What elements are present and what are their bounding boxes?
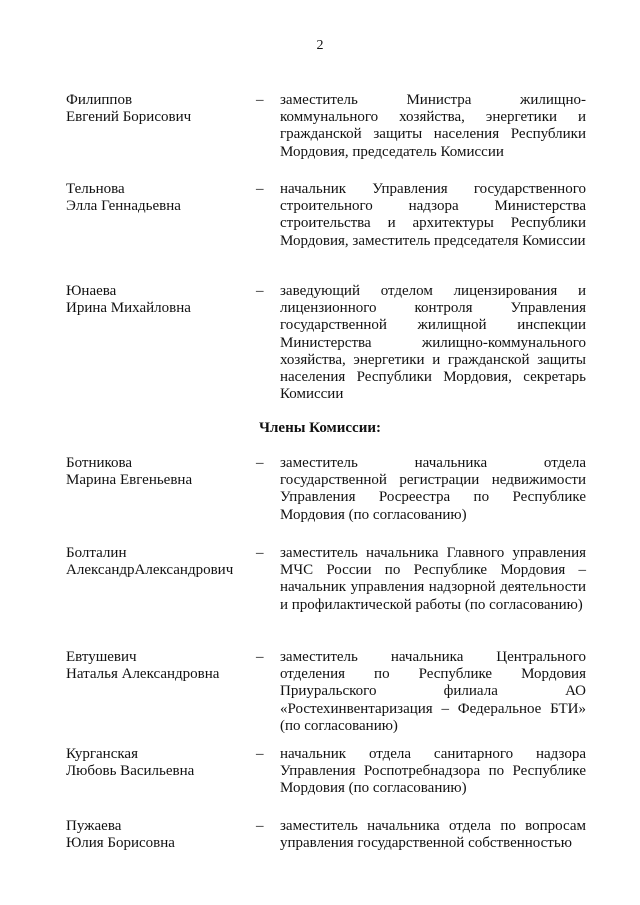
dash-separator: –	[256, 455, 264, 471]
person-role: заместитель начальника отдела по вопросам управления государственной собственностью	[280, 818, 586, 852]
person-given-names: Евгений Борисович	[66, 109, 192, 125]
person-surname: Юнаева	[66, 283, 117, 299]
person-name	[66, 455, 251, 489]
members-heading: Члены Комиссии:	[259, 420, 381, 436]
person-name	[66, 746, 251, 780]
page-number: 2	[316, 38, 324, 53]
person-role: заместитель начальника Центрального отделения по Республике Мордовия Приуральского филиала АО «Ростехинвентаризация – Федеральное БТИ» (по согласованию)	[280, 649, 586, 734]
dash-separator: –	[256, 649, 264, 665]
person-name	[66, 818, 251, 852]
person-name	[66, 283, 251, 317]
person-given-names: Любовь Васильевна	[66, 763, 195, 779]
person-role: заместитель Министра жилищно-коммунального хозяйства, энергетики и гражданской защиты населения Республики Мордовия, председатель Комиссии	[280, 92, 586, 160]
person-role: заведующий отделом лицензирования и лицензионного контроля Управления государственной жилищной инспекции Министерства жилищно-коммунального хозяйства, энергетики и гражданской защиты населения Республики Мордовия, секретарь Комиссии	[280, 283, 586, 403]
person-surname: Филиппов	[66, 92, 133, 108]
person-surname: Пужаева	[66, 818, 122, 834]
person-given-names: Элла Геннадьевна	[66, 198, 181, 214]
person-surname: Тельнова	[66, 181, 125, 197]
person-given-names: Ирина Михайловна	[66, 300, 191, 316]
person-given-names: Наталья Александровна	[66, 666, 220, 682]
dash-separator: –	[256, 818, 264, 834]
dash-separator: –	[256, 92, 264, 108]
person-role: заместитель начальника Главного управления МЧС России по Республике Мордовия – начальник управления надзорной деятельности и профилактической работы (по согласованию)	[280, 545, 586, 613]
dash-separator: –	[256, 283, 264, 299]
person-name	[66, 181, 251, 215]
person-name	[66, 545, 251, 579]
person-name	[66, 92, 251, 126]
dash-separator: –	[256, 746, 264, 762]
person-role: начальник Управления государственного строительного надзора Министерства строительства и архитектуры Республики Мордовия, заместитель председателя Комиссии	[280, 181, 586, 249]
person-role: заместитель начальника отдела государственной регистрации недвижимости Управления Росреестра по Республике Мордовия (по согласованию)	[280, 455, 586, 523]
dash-separator: –	[256, 545, 264, 561]
person-surname: Евтушевич	[66, 649, 137, 665]
person-surname: Болталин	[66, 545, 127, 561]
person-surname: Курганская	[66, 746, 138, 762]
person-given-names: АлександрАлександрович	[66, 562, 234, 578]
person-given-names: Юлия Борисовна	[66, 835, 175, 851]
person-role: начальник отдела санитарного надзора Управления Роспотребнадзора по Республике Мордовия (по согласованию)	[280, 746, 586, 797]
person-given-names: Марина Евгеньевна	[66, 472, 193, 488]
person-name	[66, 649, 251, 683]
person-surname: Ботникова	[66, 455, 133, 471]
dash-separator: –	[256, 181, 264, 197]
